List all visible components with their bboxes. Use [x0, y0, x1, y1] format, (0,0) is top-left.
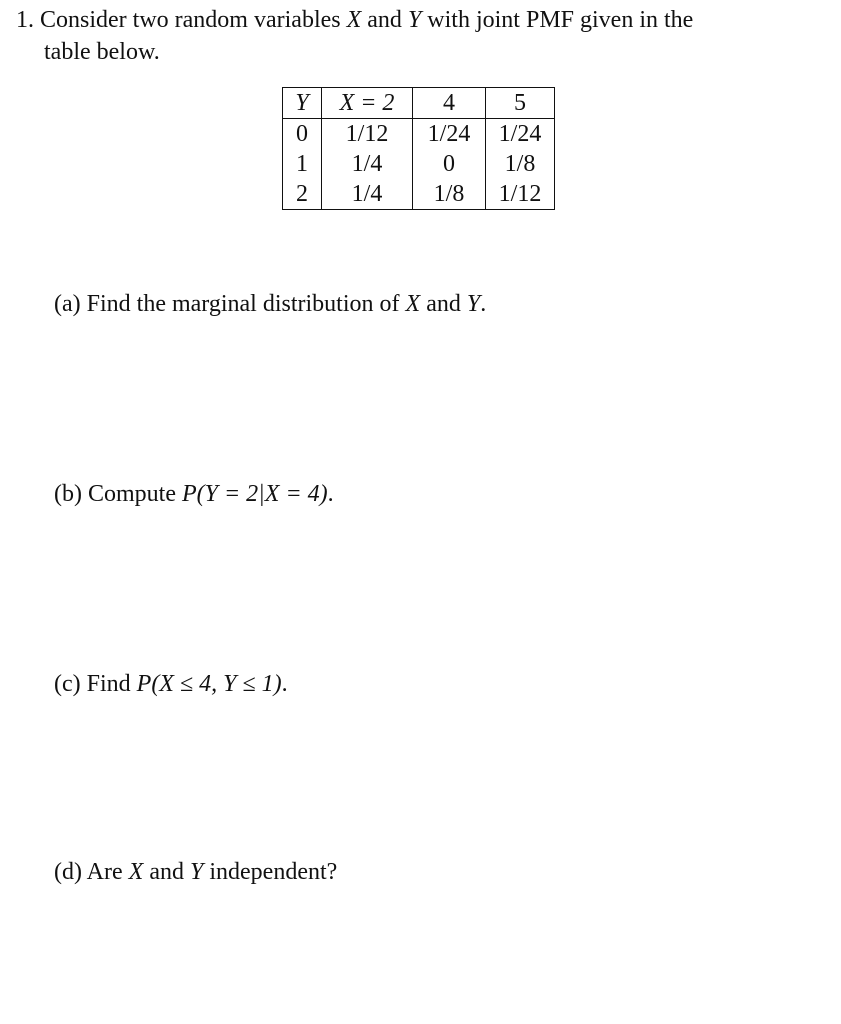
- cell-value: 1/12: [486, 179, 555, 210]
- header-x2: X = 2: [322, 88, 413, 119]
- header-x5: 5: [486, 88, 555, 119]
- header-x4: 4: [413, 88, 486, 119]
- cell-value: 1/8: [413, 179, 486, 210]
- intro-text-c: with joint PMF given in the: [421, 7, 694, 33]
- var-y: Y: [407, 7, 422, 33]
- joint-pmf-table: [282, 87, 555, 210]
- part-b-expression: P(Y = 2|X = 4): [181, 481, 328, 507]
- var-x: X: [346, 7, 362, 33]
- problem-number: 1.: [16, 7, 34, 33]
- table-row: [283, 119, 555, 150]
- part-c-text: Find: [86, 671, 137, 697]
- part-b-text: Compute: [87, 481, 182, 507]
- table-header-row: [283, 88, 555, 119]
- table-row: [283, 179, 555, 210]
- part-d-question: [54, 856, 337, 888]
- part-b-label: (b): [54, 481, 82, 507]
- part-d-label: (d): [54, 859, 82, 885]
- var-x: X: [405, 291, 421, 317]
- var-y: Y: [189, 859, 204, 885]
- header-y: Y: [283, 88, 322, 119]
- cell-value: 1/4: [322, 179, 413, 210]
- part-a-question: [54, 288, 486, 320]
- cell-value: 1/24: [413, 119, 486, 150]
- cell-value: 1/4: [322, 149, 413, 179]
- part-a-text: Find the marginal distribution of: [86, 291, 406, 317]
- var-y: Y: [466, 291, 481, 317]
- part-a-label: (a): [54, 291, 81, 317]
- problem-intro: [16, 4, 693, 36]
- part-a-text-and: and: [420, 291, 467, 317]
- cell-value: 1/8: [486, 149, 555, 179]
- table-row: [283, 149, 555, 179]
- row-y-value: 2: [283, 179, 322, 210]
- cell-value: 1/24: [486, 119, 555, 150]
- cell-value: 0: [413, 149, 486, 179]
- cell-value: 1/12: [322, 119, 413, 150]
- part-c-question: [54, 668, 288, 700]
- part-d-text-end: independent?: [203, 859, 338, 885]
- problem-intro-continued: table below.: [44, 39, 160, 65]
- part-c-expression: P(X ≤ 4, Y ≤ 1): [136, 671, 282, 697]
- part-a-period: .: [480, 291, 487, 317]
- part-b-period: .: [327, 481, 334, 507]
- intro-text-b: and: [361, 7, 408, 33]
- var-x: X: [128, 859, 144, 885]
- intro-text-a: Consider two random variables: [40, 7, 347, 33]
- row-y-value: 1: [283, 149, 322, 179]
- part-c-label: (c): [54, 671, 81, 697]
- part-c-period: .: [281, 671, 288, 697]
- part-d-text: Are: [86, 859, 129, 885]
- part-b-question: [54, 478, 334, 510]
- part-d-text-and: and: [143, 859, 190, 885]
- row-y-value: 0: [283, 119, 322, 150]
